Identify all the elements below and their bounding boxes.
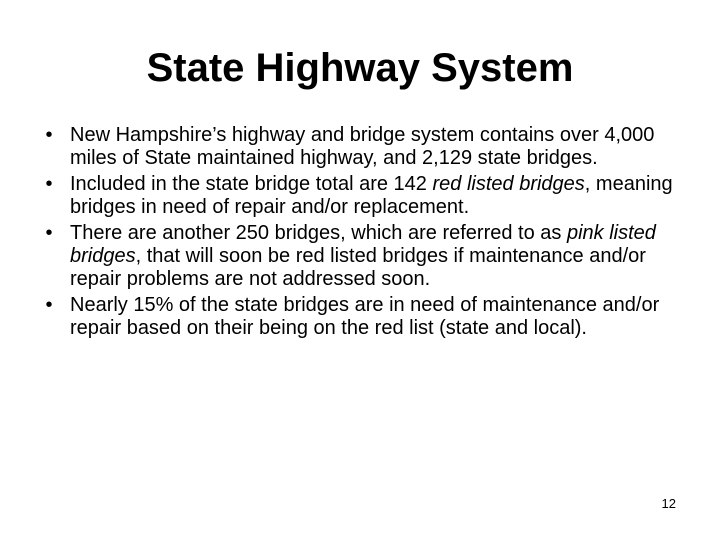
emphasis-term: pink listed bridges (70, 222, 656, 267)
bullet-item (40, 222, 680, 291)
bullet-text (70, 173, 673, 218)
bullet-item (40, 124, 680, 170)
bullet-text (70, 124, 654, 169)
page-number: 12 (661, 496, 676, 511)
bullet-text-part: There are another 250 bridges, which are referred to as (70, 222, 567, 244)
bullet-list (40, 124, 680, 343)
bullet-marker: • (45, 294, 53, 316)
bullet-item (40, 294, 680, 340)
bullet-text-part: , that will soon be red listed bridges if maintenance and/or repair problems are not addressed soon. (70, 245, 646, 290)
bullet-text (70, 294, 659, 339)
bullet-marker: • (45, 222, 53, 244)
slide-title: State Highway System (146, 46, 574, 90)
bullet-text-part: Nearly 15% of the state bridges are in need of maintenance and/or repair based on their being on the red list (state and local). (70, 294, 660, 339)
bullet-text (70, 222, 656, 290)
bullet-text-part: New Hampshire’s highway and bridge system contains over 4,000 miles of State maintained highway, and 2,129 state bridges. (70, 124, 655, 169)
emphasis-term: red listed bridges (432, 173, 585, 195)
bullet-text-part: Included in the state bridge total are 142 (70, 173, 433, 195)
bullet-text-part: , meaning bridges in need of repair and/or replacement. (70, 173, 673, 218)
bullet-item (40, 173, 680, 219)
bullet-marker: • (45, 124, 53, 146)
bullet-marker: • (45, 173, 53, 195)
